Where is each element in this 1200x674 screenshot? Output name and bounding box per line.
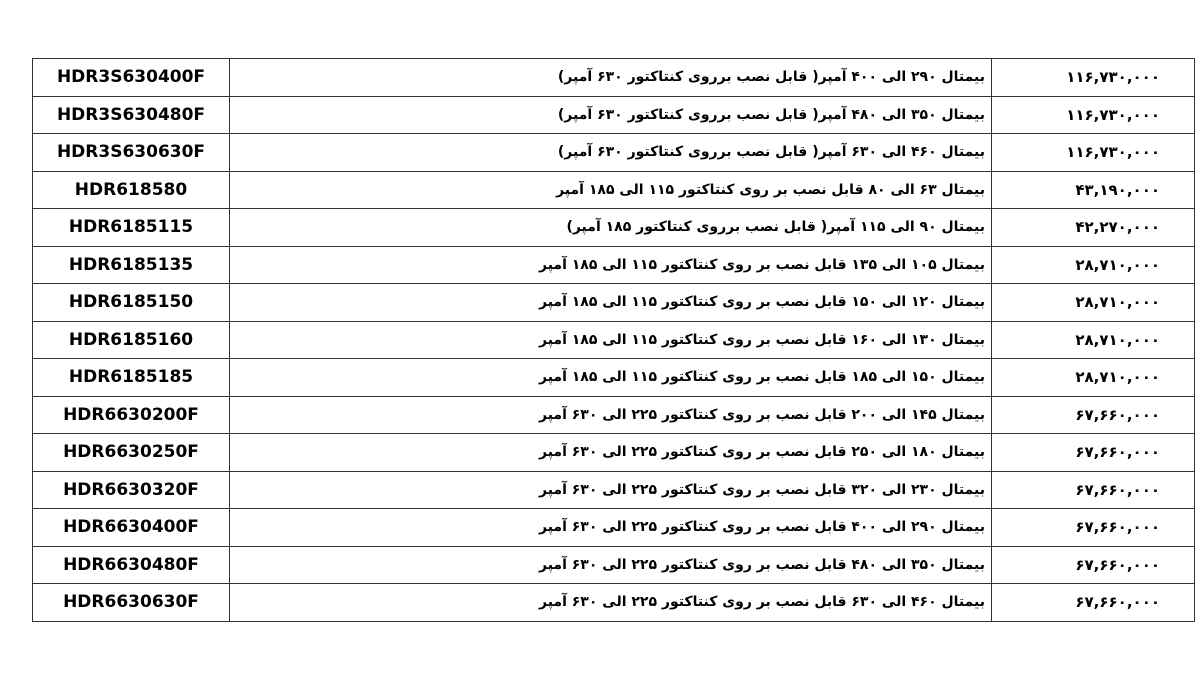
product-description-cell: بیمتال ۴۶۰ الی ۶۳۰ آمپر( قابل نصب برروی کنتاکتور ۶۳۰ آمپر) — [230, 134, 992, 172]
table-row — [33, 284, 1195, 322]
product-code-cell: HDR6630480F — [33, 546, 230, 584]
product-price-cell: ۱۱۶,۷۳۰,۰۰۰ — [992, 59, 1195, 97]
product-price-cell: ۶۷,۶۶۰,۰۰۰ — [992, 509, 1195, 547]
product-description-cell: بیمتال ۲۹۰ الی ۴۰۰ آمپر( قابل نصب برروی کنتاکتور ۶۳۰ آمپر) — [230, 59, 992, 97]
product-description-cell: بیمتال ۱۴۵ الی ۲۰۰ قابل نصب بر روی کنتاکتور ۲۲۵ الی ۶۳۰ آمپر — [230, 396, 992, 434]
product-description-cell: بیمتال ۶۳ الی ۸۰ قابل نصب بر روی کنتاکتور ۱۱۵ الی ۱۸۵ آمپر — [230, 171, 992, 209]
product-description-cell: بیمتال ۱۸۰ الی ۲۵۰ قابل نصب بر روی کنتاکتور ۲۲۵ الی ۶۳۰ آمپر — [230, 434, 992, 472]
product-price-cell: ۲۸,۷۱۰,۰۰۰ — [992, 246, 1195, 284]
product-code-cell: HDR3S630630F — [33, 134, 230, 172]
product-description-cell: بیمتال ۹۰ الی ۱۱۵ آمپر( قابل نصب برروی کنتاکتور ۱۸۵ آمپر) — [230, 209, 992, 247]
product-price-cell: ۶۷,۶۶۰,۰۰۰ — [992, 584, 1195, 622]
product-price-cell: ۶۷,۶۶۰,۰۰۰ — [992, 471, 1195, 509]
table-row — [33, 509, 1195, 547]
product-price-cell: ۱۱۶,۷۳۰,۰۰۰ — [992, 134, 1195, 172]
table-row — [33, 396, 1195, 434]
product-code-cell: HDR6185150 — [33, 284, 230, 322]
product-description-cell: بیمتال ۴۶۰ الی ۶۳۰ قابل نصب بر روی کنتاکتور ۲۲۵ الی ۶۳۰ آمپر — [230, 584, 992, 622]
product-price-cell: ۴۳,۱۹۰,۰۰۰ — [992, 171, 1195, 209]
product-description-cell: بیمتال ۳۵۰ الی ۴۸۰ آمپر( قابل نصب برروی کنتاکتور ۶۳۰ آمپر) — [230, 96, 992, 134]
product-code-cell: HDR6630320F — [33, 471, 230, 509]
product-description-cell: بیمتال ۲۹۰ الی ۴۰۰ قابل نصب بر روی کنتاکتور ۲۲۵ الی ۶۳۰ آمپر — [230, 509, 992, 547]
product-description-cell: بیمتال ۱۳۰ الی ۱۶۰ قابل نصب بر روی کنتاکتور ۱۱۵ الی ۱۸۵ آمپر — [230, 321, 992, 359]
product-price-cell: ۶۷,۶۶۰,۰۰۰ — [992, 396, 1195, 434]
product-description-cell: بیمتال ۱۲۰ الی ۱۵۰ قابل نصب بر روی کنتاکتور ۱۱۵ الی ۱۸۵ آمپر — [230, 284, 992, 322]
table-row — [33, 134, 1195, 172]
product-description-cell: بیمتال ۱۵۰ الی ۱۸۵ قابل نصب بر روی کنتاکتور ۱۱۵ الی ۱۸۵ آمپر — [230, 359, 992, 397]
table-row — [33, 434, 1195, 472]
product-code-cell: HDR6630400F — [33, 509, 230, 547]
table-row — [33, 209, 1195, 247]
product-description-cell: بیمتال ۳۵۰ الی ۴۸۰ قابل نصب بر روی کنتاکتور ۲۲۵ الی ۶۳۰ آمپر — [230, 546, 992, 584]
table-row — [33, 321, 1195, 359]
product-description-cell: بیمتال ۱۰۵ الی ۱۳۵ قابل نصب بر روی کنتاکتور ۱۱۵ الی ۱۸۵ آمپر — [230, 246, 992, 284]
table-row — [33, 59, 1195, 97]
product-code-cell: HDR6630250F — [33, 434, 230, 472]
product-price-cell: ۱۱۶,۷۳۰,۰۰۰ — [992, 96, 1195, 134]
table-row — [33, 546, 1195, 584]
table-row — [33, 96, 1195, 134]
table-row — [33, 171, 1195, 209]
product-price-cell: ۶۷,۶۶۰,۰۰۰ — [992, 546, 1195, 584]
product-code-cell: HDR6185135 — [33, 246, 230, 284]
table-row — [33, 471, 1195, 509]
product-code-cell: HDR6630200F — [33, 396, 230, 434]
table-row — [33, 584, 1195, 622]
product-price-cell: ۲۸,۷۱۰,۰۰۰ — [992, 359, 1195, 397]
product-code-cell: HDR6630630F — [33, 584, 230, 622]
product-code-cell: HDR6185115 — [33, 209, 230, 247]
price-list-table — [32, 58, 1195, 622]
price-list-body — [33, 59, 1195, 622]
product-code-cell: HDR6185185 — [33, 359, 230, 397]
product-price-cell: ۲۸,۷۱۰,۰۰۰ — [992, 321, 1195, 359]
table-row — [33, 359, 1195, 397]
product-code-cell: HDR618580 — [33, 171, 230, 209]
product-price-cell: ۲۸,۷۱۰,۰۰۰ — [992, 284, 1195, 322]
product-code-cell: HDR6185160 — [33, 321, 230, 359]
product-code-cell: HDR3S630400F — [33, 59, 230, 97]
product-price-cell: ۶۷,۶۶۰,۰۰۰ — [992, 434, 1195, 472]
product-description-cell: بیمتال ۲۳۰ الی ۳۲۰ قابل نصب بر روی کنتاکتور ۲۲۵ الی ۶۳۰ آمپر — [230, 471, 992, 509]
product-price-cell: ۴۲,۲۷۰,۰۰۰ — [992, 209, 1195, 247]
table-row — [33, 246, 1195, 284]
product-code-cell: HDR3S630480F — [33, 96, 230, 134]
